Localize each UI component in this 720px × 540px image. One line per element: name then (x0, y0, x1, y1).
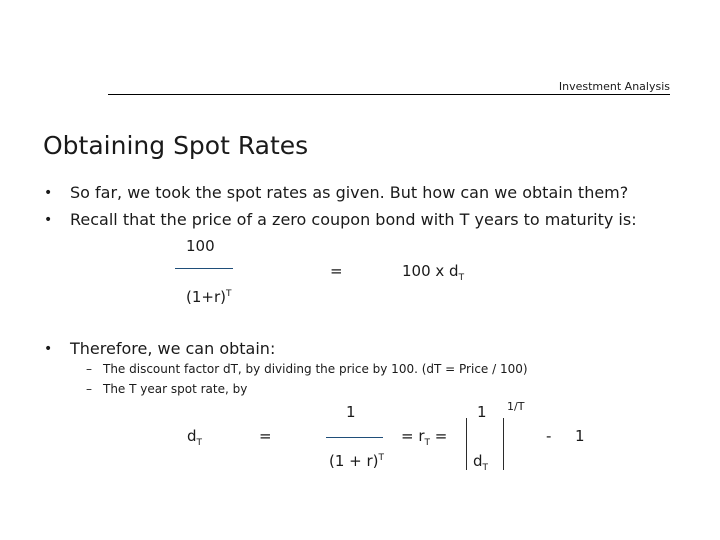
sub-bullet-dash: – (86, 382, 92, 396)
formula2-lhs-text: d (187, 427, 197, 445)
bullet-item: Recall that the price of a zero coupon bond with T years to maturity is: (70, 210, 637, 229)
formula1-equals: = (330, 262, 343, 280)
formula2-bracket-numerator: 1 (477, 403, 487, 421)
formula2-fraction-line (326, 437, 383, 438)
formula2-bracket-denominator (473, 452, 488, 473)
sub-bullet-item: The discount factor dT, by dividing the price by 100. (dT = Price / 100) (103, 362, 528, 376)
formula1-denominator-base: (1+r) (186, 288, 226, 306)
formula1-denominator (186, 288, 231, 306)
formula1-rhs-text: 100 x d (402, 262, 459, 280)
formula1-rhs (402, 262, 464, 283)
slide-title: Obtaining Spot Rates (43, 131, 309, 160)
header-rule (108, 94, 670, 95)
formula2-rt-sub: T (424, 438, 431, 448)
formula2-minus: - (546, 427, 552, 445)
formula2-bracket-denominator-sub: T (482, 463, 489, 473)
formula2-rt-equals: = (434, 427, 448, 445)
formula2-numerator: 1 (346, 403, 356, 421)
bullet-dot: • (44, 341, 53, 357)
formula2-lhs-sub: T (196, 438, 203, 448)
formula2-denominator-exp: T (378, 453, 385, 463)
header-label: Investment Analysis (558, 80, 670, 93)
bullet-dot: • (44, 212, 53, 228)
formula1-numerator: 100 (186, 237, 215, 255)
formula2-equals: = (259, 427, 272, 445)
formula2-denominator (329, 452, 384, 470)
formula1-fraction-line (175, 268, 233, 269)
formula2-one: 1 (575, 427, 585, 445)
formula2-denominator-base: (1 + r) (329, 452, 379, 470)
formula2-lhs (187, 427, 202, 448)
bullet-item: Therefore, we can obtain: (70, 339, 276, 358)
formula2-bracket-denominator-text: d (473, 452, 483, 470)
bracket-left (466, 418, 471, 470)
bullet-item: So far, we took the spot rates as given. But how can we obtain them? (70, 183, 629, 202)
bracket-right (499, 418, 504, 470)
formula2-bracket-exp: 1/T (507, 400, 525, 413)
formula1-denominator-exp: T (225, 289, 232, 299)
sub-bullet-item: The T year spot rate, by (103, 382, 248, 396)
formula2-rt-label: = r (401, 427, 425, 445)
sub-bullet-dash: – (86, 362, 92, 376)
formula2-rt (401, 427, 447, 448)
formula1-rhs-sub: T (458, 273, 465, 283)
bullet-dot: • (44, 185, 53, 201)
